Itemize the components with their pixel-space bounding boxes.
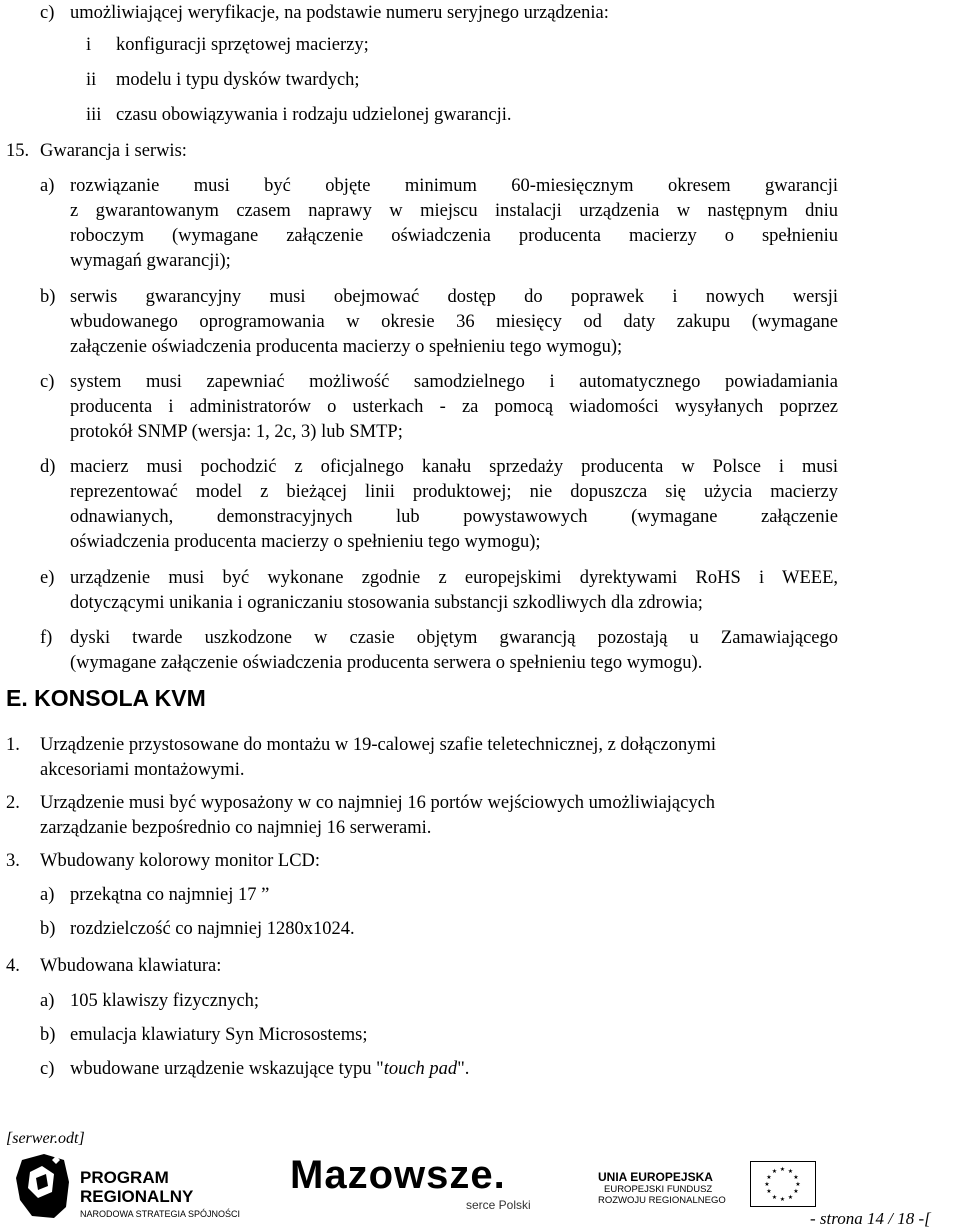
- paragraph-line: (wymagane załączenie oświadczenia producenta serwera o spełnieniu tego wymogu).: [70, 653, 703, 673]
- logo-eu-line2: EUROPEJSKI FUNDUSZ: [604, 1184, 713, 1195]
- section-heading: E. KONSOLA KVM: [6, 685, 206, 711]
- list-marker: a): [40, 885, 55, 905]
- roman-marker: iii: [86, 105, 102, 125]
- svg-text:★: ★: [771, 1194, 778, 1201]
- list-marker: a): [40, 176, 55, 196]
- svg-text:★: ★: [787, 1168, 794, 1175]
- list-marker: b): [40, 1025, 56, 1045]
- paragraph-line: producenta i administratorów o usterkach - za pomocą wiadomości wysyłanych poprzez: [70, 397, 838, 417]
- page-number: - strona 14 / 18 -[: [810, 1209, 931, 1228]
- paragraph-line: zarządzanie bezpośrednio co najmniej 16 serwerami.: [40, 818, 432, 838]
- poland-map-icon: [14, 1152, 72, 1222]
- paragraph-line: oświadczenia producenta macierzy o spełnieniu tego wymogu);: [70, 532, 541, 552]
- paragraph-line: Urządzenie przystosowane do montażu w 19-calowej szafie teletechnicznej, z dołączonymi: [40, 735, 716, 755]
- list-marker: c): [40, 372, 55, 392]
- list-marker: a): [40, 991, 55, 1011]
- logo-program-line1: PROGRAM: [80, 1168, 169, 1187]
- svg-text:★: ★: [795, 1181, 801, 1188]
- paragraph-line: dyski twarde uszkodzone w czasie objętym gwarancją pozostają u Zamawiającego: [70, 628, 838, 648]
- paragraph-line: system musi zapewniać możliwość samodzielnego i automatycznego powiadamiania: [70, 372, 838, 392]
- paragraph-line: reprezentować model z bieżącej linii produktowej; nie dopuszcza się użycia macierzy: [70, 482, 838, 502]
- sub-item-text: wbudowane urządzenie wskazujące typu "touch pad".: [70, 1059, 470, 1079]
- sub-item-text: rozdzielczość co najmniej 1280x1024.: [70, 919, 355, 939]
- item-number: 2.: [6, 793, 20, 813]
- sub-item-text: przekątna co najmniej 17 ”: [70, 885, 270, 905]
- paragraph-line: odnawianych, demonstracyjnych lub powystawowych (wymagane załączenie: [70, 507, 838, 527]
- paragraph-line: załączenie oświadczenia producenta macierzy o spełnieniu tego wymogu);: [70, 337, 623, 357]
- roman-marker: i: [86, 35, 92, 55]
- list-item-text: umożliwiającej weryfikacje, na podstawie numeru seryjnego urządzenia:: [70, 3, 609, 23]
- svg-text:★: ★: [779, 1166, 786, 1173]
- item-number: 4.: [6, 956, 20, 976]
- svg-text:★: ★: [779, 1196, 786, 1203]
- item-number: 1.: [6, 735, 20, 755]
- logo-mazowsze: Mazowsze.: [290, 1153, 506, 1197]
- paragraph-line: wbudowanego oprogramowania w okresie 36 miesięcy od daty zakupu (wymagane: [70, 312, 838, 332]
- eu-flag-icon: [750, 1161, 816, 1207]
- paragraph-line: urządzenie musi być wykonane zgodnie z europejskimi dyrektywami RoHS i WEEE,: [70, 568, 838, 588]
- svg-text:★: ★: [787, 1194, 794, 1201]
- sub-item-text: modelu i typu dysków twardych;: [116, 70, 360, 90]
- paragraph-line: akcesoriami montażowymi.: [40, 760, 245, 780]
- svg-text:★: ★: [764, 1181, 770, 1188]
- logo-mazowsze-tagline: serce Polski: [466, 1198, 531, 1212]
- paragraph-line: macierz musi pochodzić z oficjalnego kanału sprzedaży producenta w Polsce i musi: [70, 457, 838, 477]
- logo-program-line3: NARODOWA STRATEGIA SPÓJNOŚCI: [80, 1209, 241, 1219]
- paragraph-line: rozwiązanie musi być objęte minimum 60-miesięcznym okresem gwarancji: [70, 176, 838, 196]
- logo-program-line2: REGIONALNY: [80, 1187, 194, 1206]
- paragraph-line: Wbudowana klawiatura:: [40, 956, 222, 976]
- logo-eu-line3: ROZWOJU REGIONALNEGO: [598, 1195, 726, 1206]
- list-marker: b): [40, 919, 56, 939]
- roman-marker: ii: [86, 70, 97, 90]
- sub-item-text: emulacja klawiatury Syn Microsostems;: [70, 1025, 368, 1045]
- list-marker: d): [40, 457, 56, 477]
- item-number: 3.: [6, 851, 20, 871]
- sub-item-text: konfiguracji sprzętowej macierzy;: [116, 35, 369, 55]
- svg-text:★: ★: [771, 1168, 778, 1175]
- svg-text:★: ★: [793, 1188, 799, 1195]
- section-number: 15.: [6, 141, 30, 161]
- sub-item-text: czasu obowiązywania i rodzaju udzielonej gwarancji.: [116, 105, 512, 125]
- svg-text:★: ★: [766, 1188, 772, 1195]
- paragraph-line: wymagań gwarancji);: [70, 251, 231, 271]
- paragraph-line: serwis gwarancyjny musi obejmować dostęp do poprawek i nowych wersji: [70, 287, 838, 307]
- list-marker: c): [40, 1059, 55, 1079]
- svg-text:★: ★: [793, 1174, 799, 1181]
- paragraph-line: z gwarantowanym czasem naprawy w miejscu instalacji urządzenia w następnym dniu: [70, 201, 838, 221]
- list-marker: e): [40, 568, 55, 588]
- svg-text:★: ★: [766, 1174, 772, 1181]
- paragraph-line: roboczym (wymagane załączenie oświadczenia producenta macierzy o spełnieniu: [70, 226, 838, 246]
- logo-eu-line1: UNIA EUROPEJSKA: [598, 1170, 713, 1184]
- list-marker: b): [40, 287, 56, 307]
- paragraph-line: Urządzenie musi być wyposażony w co najmniej 16 portów wejściowych umożliwiających: [40, 793, 716, 813]
- list-marker: c): [40, 3, 55, 23]
- paragraph-line: dotyczącymi unikania i ograniczaniu stosowania substancji szkodliwych dla zdrowia;: [70, 593, 703, 613]
- file-reference: [serwer.odt]: [6, 1130, 85, 1147]
- sub-item-text: 105 klawiszy fizycznych;: [70, 991, 260, 1011]
- paragraph-line: Wbudowany kolorowy monitor LCD:: [40, 851, 321, 871]
- paragraph-line: protokół SNMP (wersja: 1, 2c, 3) lub SMTP;: [70, 422, 403, 442]
- list-marker: f): [40, 628, 53, 648]
- section-title: Gwarancja i serwis:: [40, 141, 187, 161]
